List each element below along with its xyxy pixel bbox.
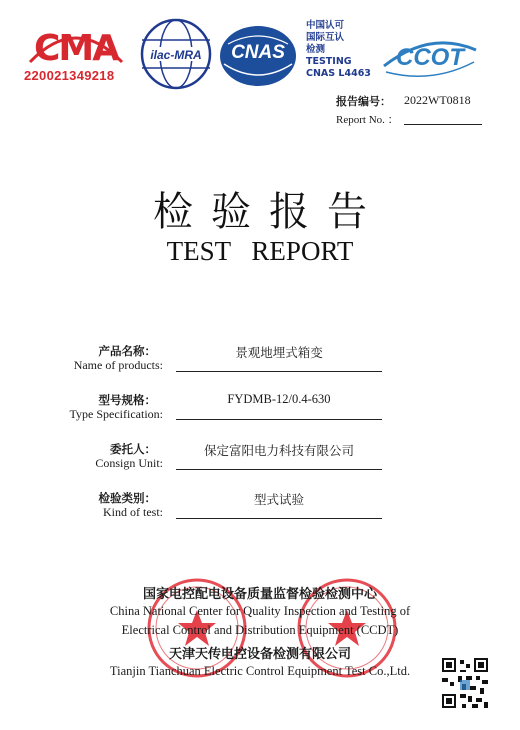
report-number-label-en: Report No. ： (336, 114, 399, 126)
cnas-logo (218, 24, 298, 88)
institute2-name-cn: 天津天传电控设备检测有限公司 (168, 647, 351, 662)
cnas-line: 中国认可 (306, 20, 345, 31)
cnas-line: 国际互认 (306, 32, 345, 43)
cnas-text: CNAS (231, 42, 285, 63)
field-value: 景观地埋式箱变 (235, 345, 323, 360)
field-value: FYDMB-12/0.4-630 (227, 392, 331, 406)
cma-letters: CMA (34, 28, 119, 69)
field-value: 型式试验 (253, 492, 304, 507)
title-en: TEST REPORT (166, 236, 354, 266)
field-underline (176, 371, 382, 372)
institute2-name-en: Tianjin Tianchuan Electric Control Equipment Test Co.,Ltd. (109, 664, 411, 678)
institute1-name-cn: 国家电控配电设备质量监督检验检测中心 (142, 587, 377, 602)
qr-code-icon (440, 656, 490, 710)
field-label-en: Kind of test: (103, 505, 163, 519)
field-label-en: Type Specification: (69, 407, 163, 421)
field-underline (176, 518, 382, 519)
institute1-name-en-line1: China National Center for Quality Inspection and Testing of (109, 604, 411, 618)
ccot-text: CCOT (396, 44, 464, 71)
cnas-line: CNAS L4463 (306, 68, 371, 79)
field-label-cn: 委托人： (110, 442, 156, 456)
field-value: 保定富阳电力科技有限公司 (203, 443, 354, 458)
field-label-cn: 产品名称： (98, 344, 156, 358)
field-label-en: Consign Unit: (95, 456, 163, 470)
field-label-en: Name of products: (73, 358, 163, 372)
cnas-line: 检测 (306, 44, 326, 55)
ilac-mra-logo (138, 16, 214, 92)
cnas-line: TESTING (306, 56, 352, 67)
report-number-underline (404, 124, 482, 125)
field-label-cn: 检验类别： (98, 491, 156, 505)
ccot-logo (380, 36, 480, 82)
cnas-accreditation-text (306, 20, 371, 80)
ilac-text: ilac-MRA (150, 48, 202, 62)
cma-number: 220021349218 (24, 68, 115, 83)
field-underline (176, 469, 382, 470)
field-label-cn: 型号规格： (98, 393, 156, 407)
title-cn: 检验报告 (153, 189, 385, 235)
institute1-name-en-line2: Electrical Control and Distribution Equipment (CCDT) (121, 623, 399, 637)
report-number-value: 2022WT0818 (404, 93, 471, 107)
report-number-label-cn: 报告编号： (336, 95, 391, 108)
field-underline (176, 419, 382, 420)
cma-logo (20, 22, 132, 88)
